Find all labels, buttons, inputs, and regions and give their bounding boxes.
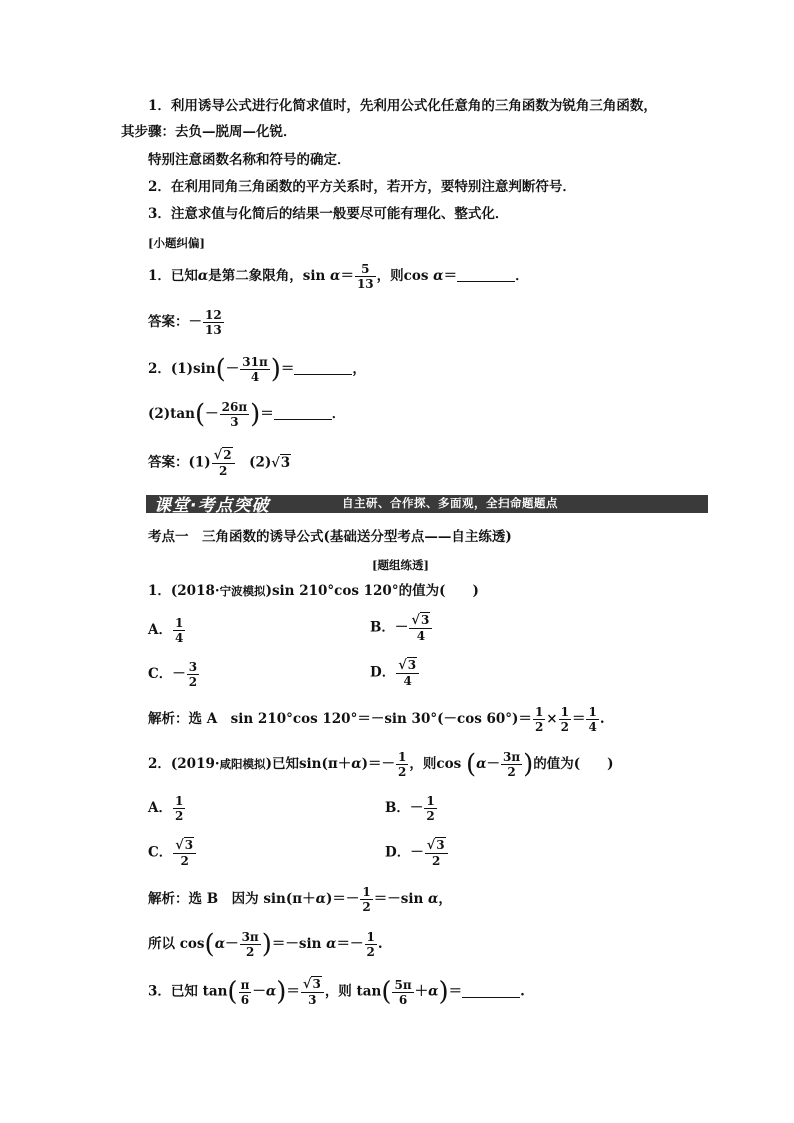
note-3: 3．注意求值与化简后的结果一般要尽可能有理化、整式化． [148,206,509,222]
note-1-line-c: 特别注意函数名称和符号的确定． [148,152,351,168]
answer-blank[interactable] [462,983,520,998]
problem-2-option-a: A． $\frac{1}{2}$ [148,794,184,823]
note-1-line-a: 1．利用诱导公式进行化简求值时，先利用公式化任意角的三角函数为锐角三角函数， [148,98,657,114]
answer-blank[interactable] [457,267,515,282]
quiz-question-2-part-2: (2)tan(－ $\frac{26\pi}{3}$ )＝ ． [148,399,346,430]
problem-1-solution: 解析：选 A sin 210°cos 120°＝－sin 30°(－cos 60°)＝ $\frac{1}{2}$ × $\frac{1}{2}$ ＝ $\frac{1}{4}$ . [148,705,605,734]
problem-1-option-d: D． $\frac{√3}{4}$ [370,658,420,688]
problem-2-solution-line-1: 解析：选 B 因为 sin(π＋α)＝－ $\frac{1}{2}$ ＝－sin α， [148,885,452,914]
problem-2-option-c: C． $\frac{√3}{2}$ [148,838,197,868]
problem-1-option-a: A． $\frac{1}{4}$ [148,616,184,645]
section-heading: 考点一 三角函数的诱导公式(基础送分型考点——自主练透) [148,529,512,545]
problem-2-option-b: B．－ $\frac{1}{2}$ [385,794,435,823]
section-banner [146,494,708,516]
banner-title: 课堂·考点突破 [154,496,270,516]
quiz-tag: [小题纠偏] [148,236,205,250]
banner-subtitle: 自主研、合作探、多面观，全扫命题题点 [342,496,558,510]
problem-2-option-d: D．－ $\frac{√3}{2}$ [385,838,449,868]
problem-2-stem: 2．(2019·咸阳模拟)已知sin(π＋α)＝－ $\frac{1}{2}$ ，则cos (α－ $\frac{3\pi}{2}$ )的值为( ) [148,749,614,780]
answer-blank[interactable] [294,360,352,375]
problem-2-solution-line-2: 所以 cos(α－ $\frac{3\pi}{2}$ )＝－sin α＝－ $\frac{1}{2}$ . [148,929,383,960]
problem-1-option-b: B．－ $\frac{√3}{4}$ [370,613,433,643]
quiz-question-1: 1．已知α是第二象限角，sin α＝ $\frac{5}{13}$ ，则cos α＝ ． [148,262,529,291]
quiz-answer-1: 答案：－ $\frac{12}{13}$ [148,308,222,337]
note-2: 2．在利用同角三角函数的平方关系时，若开方，要特别注意判断符号． [148,179,576,195]
section-subheading: [题组练透] [372,558,429,572]
problem-1-option-c: C．－ $\frac{3}{2}$ [148,660,198,689]
quiz-question-2-part-1: 2．(1)sin(－ $\frac{31\pi}{4}$ )＝ ， [148,354,366,385]
problem-3-stem: 3．已知 tan( $\frac{\pi}{6}$ －α)＝ $\frac{√3}{3}$ ，则 tan( $\frac{5\pi}{6}$ ＋α)＝ . [148,977,525,1007]
problem-1-stem: 1．(2018·宁波模拟)sin 210°cos 120°的值为( ) [148,583,479,599]
quiz-answer-2: 答案：(1) $\frac{√2}{2}$ (2)√3 [148,448,291,478]
note-1-line-b: 其步骤：去负—脱周—化锐． [121,124,297,140]
answer-blank[interactable] [274,405,332,420]
